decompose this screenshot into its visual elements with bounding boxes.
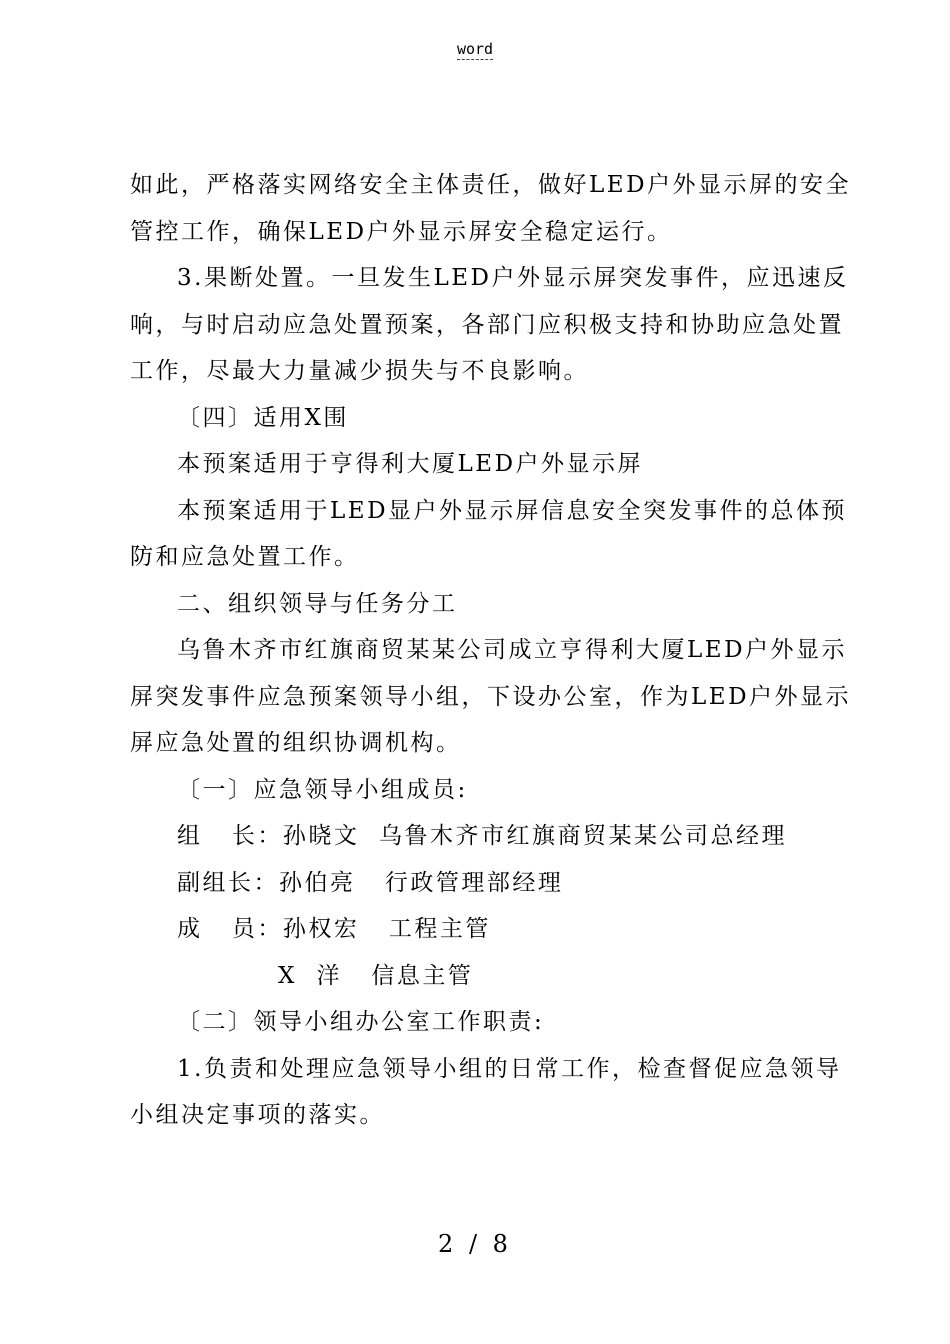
member-line: 组 长：孙晓文 乌鲁木齐市红旗商贸某某公司总经理 — [177, 823, 788, 849]
document-body — [130, 162, 852, 1139]
section-heading: 二、组织领导与任务分工 — [177, 590, 458, 617]
paragraph-line: 响，与时启动应急处置预案，各部门应积极支持和协助应急处置 — [130, 311, 844, 338]
page-number: 2 / 8 — [438, 1230, 512, 1258]
section-heading: 〔四〕适用X围 — [177, 404, 349, 431]
paragraph-line: 防和应急处置工作。 — [130, 544, 360, 570]
paragraph-line: 工作，尽最大力量减少损失与不良影响。 — [130, 358, 589, 384]
member-line: 副组长：孙伯亮 行政管理部经理 — [177, 869, 564, 896]
paragraph-line: 小组决定事项的落实。 — [130, 1102, 385, 1128]
member-line: 成 员：孙权宏 工程主管 — [177, 916, 491, 942]
section-heading: 〔二〕领导小组办公室工作职责: — [177, 1009, 545, 1035]
paragraph-line: 如此，严格落实网络安全主体责任，做好LED户外显示屏的安全 — [130, 172, 852, 198]
paragraph-line: 乌鲁木齐市红旗商贸某某公司成立亨得利大厦LED户外显示 — [177, 637, 848, 663]
paragraph-line: 管控工作，确保LED户外显示屏安全稳定运行。 — [130, 218, 673, 245]
section-heading: 〔一〕应急领导小组成员: — [177, 776, 468, 803]
paragraph-line: 本预案适用于LED显户外显示屏信息安全突发事件的总体预 — [177, 497, 848, 524]
paragraph-line: 1.负责和处理应急领导小组的日常工作，检查督促应急领导 — [177, 1055, 842, 1082]
page-header — [0, 40, 950, 58]
header-text: word — [456, 40, 494, 58]
paragraph-line: 3.果断处置。一旦发生LED户外显示屏突发事件，应迅速反 — [177, 265, 849, 291]
paragraph-line: 屏突发事件应急预案领导小组，下设办公室，作为LED户外显示 — [130, 683, 852, 710]
member-line: X 洋 信息主管 — [278, 962, 474, 989]
paragraph-line: 屏应急处置的组织协调机构。 — [130, 730, 462, 756]
paragraph-line: 本预案适用于亨得利大厦LED户外显示屏 — [177, 451, 644, 477]
